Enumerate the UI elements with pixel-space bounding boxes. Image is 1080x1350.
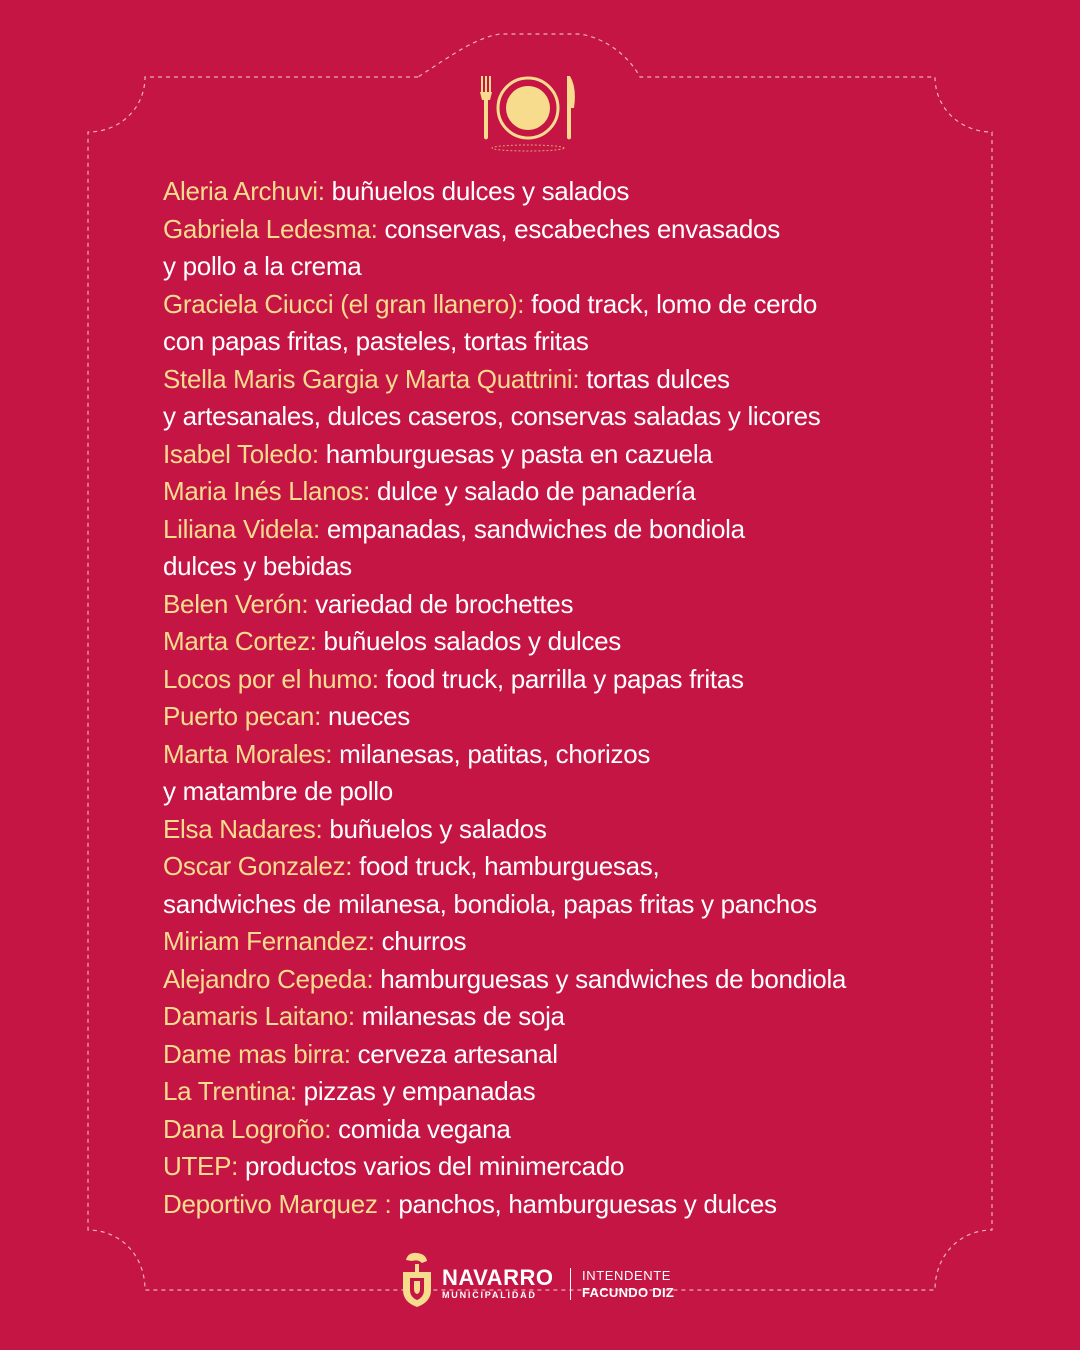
vendor-offering: food truck, parrilla y papas fritas [385, 663, 744, 694]
vendor-offering: milanesas, patitas, chorizos [339, 738, 651, 769]
vendor-entry [163, 736, 1003, 774]
vendor-entry [163, 698, 1003, 736]
vendor-entry [163, 1186, 1003, 1224]
vendor-offering: conservas, escabeches envasados [384, 213, 780, 244]
vendor-entry [163, 623, 1003, 661]
vendor-offering: churros [381, 926, 467, 956]
vendor-offering: hamburguesas y sandwiches de bondiola [380, 963, 847, 994]
vendor-name: UTEP: [163, 1151, 239, 1181]
vendor-offering: con papas fritas, pasteles, tortas fritas [163, 326, 589, 356]
vendor-entry [163, 661, 1003, 699]
vendor-name: Miriam Fernandez: [163, 926, 375, 956]
vendor-entry [163, 586, 1003, 624]
vendor-offering: buñuelos dulces y salados [331, 176, 630, 206]
vendor-entry [163, 511, 1003, 549]
vendor-entry [163, 1073, 1003, 1111]
vendor-entry-continuation [163, 548, 1003, 586]
vendor-name: Deportivo Marquez : [163, 1188, 392, 1219]
vendor-offering: dulce y salado de panadería [376, 476, 696, 506]
vendor-name: La Trentina: [163, 1076, 297, 1106]
vendor-name: Aleria Archuvi: [163, 176, 325, 206]
vendor-offering: milanesas de soja [361, 1001, 565, 1031]
vendor-offering: comida vegana [338, 1113, 511, 1144]
vendor-offering: y pollo a la crema [163, 251, 362, 281]
vendor-offering: food truck, hamburguesas, [359, 851, 660, 881]
vendor-offering: nueces [327, 701, 410, 731]
vendor-entry [163, 286, 1003, 324]
vendor-offering: cerveza artesanal [357, 1038, 558, 1069]
vendor-entry [163, 1111, 1003, 1149]
vendor-entry-continuation [163, 886, 1003, 924]
vendor-offering: panchos, hamburguesas y dulces [398, 1188, 777, 1219]
vendor-name: Marta Cortez: [163, 626, 317, 656]
footer-divider [570, 1268, 571, 1300]
vendor-name: Graciela Ciucci (el gran llanero): [163, 288, 525, 319]
vendor-name: Damaris Laitano: [163, 1001, 355, 1031]
vendor-entry [163, 998, 1003, 1036]
vendor-entry [163, 961, 1003, 999]
vendor-offering: pizzas y empanadas [303, 1076, 536, 1106]
brand-subtitle: MUNICIPALIDAD [442, 1290, 537, 1300]
vendor-name: Puerto pecan: [163, 701, 321, 731]
vendor-name: Belen Verón: [163, 588, 309, 619]
vendor-entry [163, 811, 1003, 849]
vendor-entry [163, 173, 1003, 211]
vendor-entry-continuation [163, 398, 1003, 436]
vendor-entry [163, 923, 1003, 961]
vendor-list [163, 173, 1003, 1223]
vendor-entry [163, 1036, 1003, 1074]
vendor-name: Oscar Gonzalez: [163, 851, 353, 881]
navarro-shield-logo-icon [400, 1250, 434, 1308]
vendor-entry-continuation [163, 248, 1003, 286]
vendor-offering: buñuelos y salados [329, 813, 547, 844]
vendor-name: Elsa Nadares: [163, 813, 323, 844]
vendor-entry [163, 1148, 1003, 1186]
footer-branding [400, 1248, 700, 1308]
vendor-entry [163, 361, 1003, 399]
vendor-name: Locos por el humo: [163, 663, 379, 694]
vendor-offering: y matambre de pollo [163, 776, 393, 806]
vendor-entry-continuation [163, 323, 1003, 361]
plate-cutlery-icon [478, 74, 578, 154]
vendor-name: Stella Maris Gargia y Marta Quattrini: [163, 363, 580, 394]
vendor-offering: empanadas, sandwiches de bondiola [326, 513, 745, 544]
vendor-offering: productos varios del minimercado [245, 1151, 625, 1181]
vendor-entry [163, 211, 1003, 249]
brand-name: NAVARRO [442, 1265, 554, 1290]
vendor-entry [163, 848, 1003, 886]
vendor-offering: sandwiches de milanesa, bondiola, papas fritas y panchos [163, 888, 817, 919]
mayor-name: FACUNDO DIZ [582, 1285, 675, 1300]
vendor-offering: food track, lomo de cerdo [531, 288, 817, 319]
vendor-name: Gabriela Ledesma: [163, 213, 378, 244]
vendor-offering: y artesanales, dulces caseros, conservas saladas y licores [163, 401, 821, 431]
vendor-offering: buñuelos salados y dulces [323, 626, 622, 656]
vendor-entry-continuation [163, 773, 1003, 811]
vendor-offering: dulces y bebidas [163, 551, 352, 581]
vendor-name: Isabel Toledo: [163, 438, 319, 469]
mayor-title: INTENDENTE [582, 1268, 672, 1283]
vendor-name: Dana Logroño: [163, 1113, 332, 1144]
vendor-name: Marta Morales: [163, 738, 333, 769]
vendor-entry [163, 473, 1003, 511]
vendor-entry [163, 436, 1003, 474]
vendor-name: Dame mas birra: [163, 1038, 351, 1069]
vendor-offering: tortas dulces [586, 363, 730, 394]
vendor-name: Alejandro Cepeda: [163, 963, 374, 994]
vendor-name: Liliana Videla: [163, 513, 320, 544]
vendor-offering: variedad de brochettes [315, 588, 574, 619]
vendor-name: Maria Inés Llanos: [163, 476, 371, 506]
vendor-offering: hamburguesas y pasta en cazuela [325, 438, 713, 469]
